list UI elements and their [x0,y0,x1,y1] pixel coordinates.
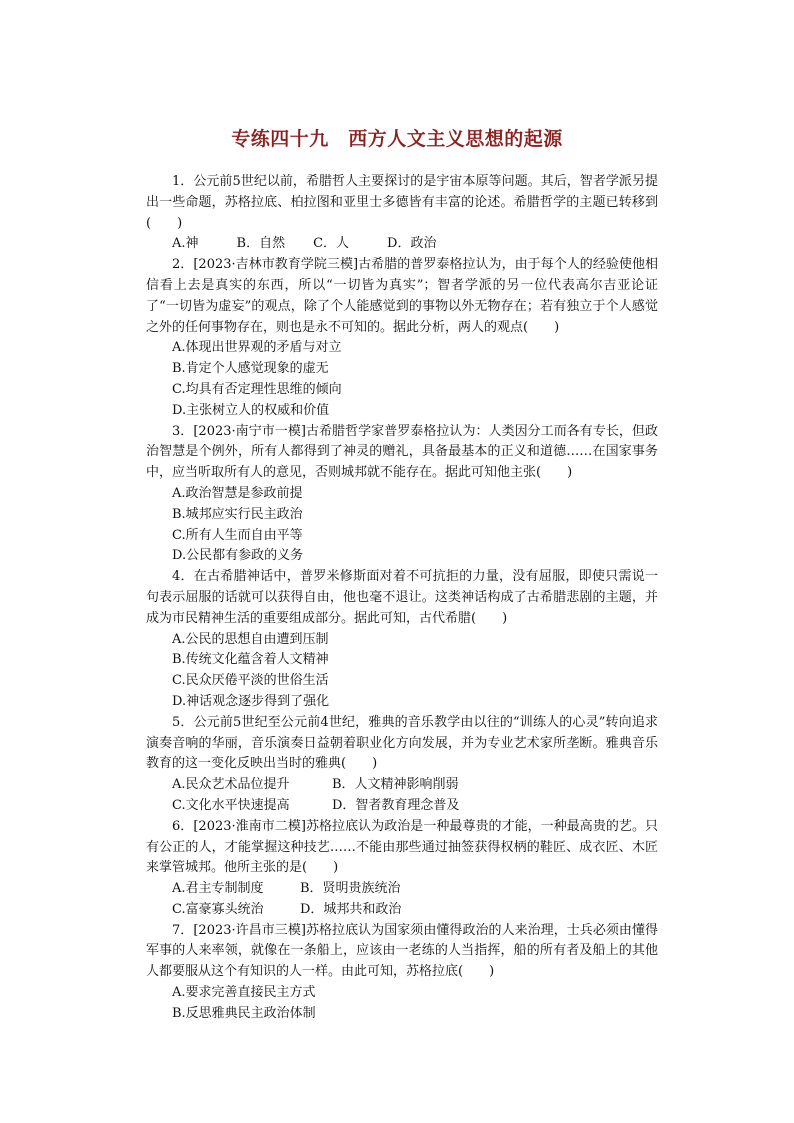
option-c: C.均具有否定理性思维的倾向 [172,381,342,397]
question-stem: 5．公元前5世纪至公元前4世纪，雅典的音乐教学由以往的“训练人的心灵”转向追求演奏音响的华丽，音乐演奏日益朝着职业化方向发展，并为专业艺术家所垄断。雅典音乐教育的这一变化反映出当时的雅典( ) [146,714,658,772]
option-row [172,900,658,921]
question-6 [146,817,658,921]
option-b: B．贤明贵族统治 [300,881,401,897]
option-c: C.所有人生而自由平等 [172,527,303,543]
question-stem: 1．公元前5世纪以前，希腊哲人主要探讨的是宇宙本原等问题。其后，智者学派另提出一些命题，苏格拉底、柏拉图和亚里士多德皆有丰富的论述。希腊哲学的主题已转移到( ) [146,174,658,231]
question-stem: 3．[2023·南宁市一模]古希腊哲学家普罗泰格拉认为：人类因分工而各有专长，但政治智慧是个例外，所有人都得到了神灵的赠礼，具备最基本的正义和道德……在国家事务中，应当听取所有人的意见，否则城邦就不能存在。据此可知他主张( ) [146,423,658,481]
option-c: C.文化水平快速提高 [172,797,290,813]
question-options [146,234,658,255]
question-4 [146,567,658,713]
option-row [172,879,658,900]
question-options [146,484,658,567]
question-2 [146,255,658,421]
question-stem: 4．在古希腊神话中，普罗米修斯面对着不可抗拒的力量，没有屈服，即使只需说一句表示屈服的话就可以获得自由，他也毫不退让。这类神话构成了古希腊悲剧的主题，并成为市民精神生活的重要组成部分。据此可知，古代希腊( ) [146,569,658,626]
option-b: B．人文精神影响削弱 [332,777,459,793]
option-c: C.富豪寡头统治 [172,901,264,917]
option-b: B．自然 [236,236,286,252]
option-a: A.神 [172,236,199,252]
option-a: A.要求完善直接民主方式 [172,985,316,1001]
option-d: D．政治 [387,236,437,252]
option-c: C．人 [313,236,350,252]
option-a: A.政治智慧是参政前提 [172,485,303,501]
option-row [172,796,658,817]
option-d: D.神话观念逐步得到了强化 [172,693,330,709]
option-d: D.主张树立人的权威和价值 [172,402,330,418]
page-title: 专练四十九 西方人文主义思想的起源 [231,128,563,150]
question-stem: 7．[2023·许昌市三模]苏格拉底认为国家须由懂得政治的人来治理，士兵必须由懂得军事的人来率领，就像在一条船上，应该由一老练的人当指挥，船的所有者及船上的其他人都要服从这个有知识的人一样。由此可知，苏格拉底( ) [146,922,658,980]
question-list [146,172,658,1025]
question-options [146,775,658,817]
question-7 [146,921,658,1025]
option-row [172,775,658,796]
question-options [146,338,658,421]
option-d: D.公民都有参政的义务 [172,548,304,564]
option-b: B.城邦应实行民主政治 [172,506,303,522]
question-1 [146,172,658,255]
option-a: A.公民的思想自由遭到压制 [172,631,329,647]
question-options [146,630,658,713]
option-c: C.民众厌倦平淡的世俗生活 [172,673,329,689]
option-b: B.肯定个人感觉现象的虚无 [172,361,329,377]
question-stem: 6．[2023·淮南市二模]苏格拉底认为政治是一种最尊贵的才能，一种最高贵的艺。只有公正的人，才能掌握这种技艺……不能由那些通过抽签获得权柄的鞋匠、成衣匠、木匠来掌管城邦。他所主张的是( ) [146,818,658,876]
option-a: A.君主专制制度 [172,881,264,897]
question-options [146,879,658,921]
question-3 [146,422,658,568]
question-options [146,983,658,1025]
option-a: A.民众艺术品位提升 [172,777,290,793]
option-b: B.反思雅典民主政治体制 [172,1005,316,1021]
question-5 [146,713,658,817]
option-d: D．城邦共和政治 [300,901,402,917]
option-b: B.传统文化蕴含着人文精神 [172,652,329,668]
question-stem: 2．[2023·吉林市教育学院三模]古希腊的普罗泰格拉认为，由于每个人的经验使他相信看上去是真实的东西，所以“一切皆为真实”；智者学派的另一位代表高尔吉亚论证了“一切皆为虚妄”的观点，除了个人能感觉到的事物以外无物存在；若有独立于个人感觉之外的任何事物存在，则也是永不可知的。据此分析，两人的观点( ) [146,257,658,335]
option-d: D．智者教育理念普及 [332,797,460,813]
option-a: A.体现出世界观的矛盾与对立 [172,340,342,356]
